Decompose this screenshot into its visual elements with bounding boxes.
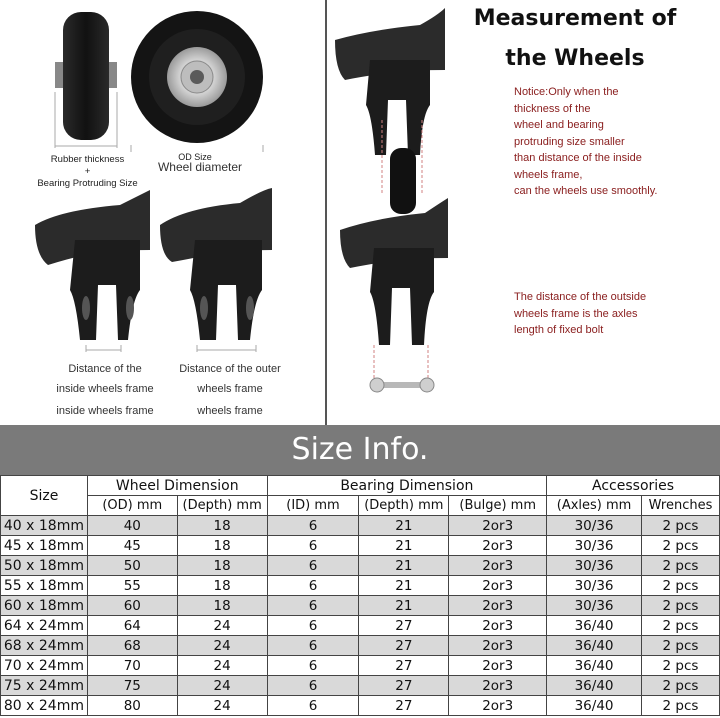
table-cell: 2or3 (449, 616, 547, 636)
col-wrenches: Wrenches (641, 496, 719, 516)
table-cell: 75 (87, 676, 177, 696)
table-cell: 6 (267, 576, 359, 596)
table-row (1, 516, 720, 536)
table-cell: 2or3 (449, 676, 547, 696)
outside-distance-note (514, 289, 719, 339)
inside-distance-label-3: inside wheels frame (56, 405, 154, 417)
table-cell: 2 pcs (641, 556, 719, 576)
table-cell: 40 (87, 516, 177, 536)
table-cell: 27 (359, 656, 449, 676)
table-cell: 27 (359, 676, 449, 696)
inside-frame-bracket (35, 190, 150, 352)
inside-distance-label-2: inside wheels frame (56, 383, 154, 395)
table-cell: 68 (87, 636, 177, 656)
table-cell: 24 (177, 636, 267, 656)
table-cell: 64 (87, 616, 177, 636)
outer-distance-label-2: wheels frame (197, 383, 263, 395)
table-cell: 24 (177, 656, 267, 676)
outer-distance-label-3: wheels frame (197, 405, 263, 417)
table-cell: 36/40 (547, 676, 642, 696)
wheel-diameter-label: Wheel diameter (157, 160, 243, 174)
inside-distance-label-1: Distance of the (68, 363, 142, 375)
table-cell: 2or3 (449, 656, 547, 676)
table-cell: 6 (267, 596, 359, 616)
table-row (1, 696, 720, 716)
table-cell: 6 (267, 656, 359, 676)
notice-line: thickness of the (514, 102, 591, 115)
col-bulge: (Bulge) mm (449, 496, 547, 516)
rubber-thickness-label: Rubber thickness + Bearing Protruding Size (37, 154, 138, 189)
wheel-front-view (131, 11, 263, 152)
table-cell: 18 (177, 556, 267, 576)
table-cell: 24 (177, 696, 267, 716)
table-cell: 18 (177, 516, 267, 536)
table-cell: 36/40 (547, 636, 642, 656)
table-cell: 21 (359, 576, 449, 596)
table-row (1, 576, 720, 596)
table-cell: 2 pcs (641, 576, 719, 596)
col-wheel-depth: (Depth) mm (177, 496, 267, 516)
table-cell: 18 (177, 576, 267, 596)
table-cell: 2 pcs (641, 636, 719, 656)
notice-line: Notice:Only when the (514, 86, 619, 98)
size-cell: 68 x 24mm (1, 636, 88, 656)
wheel-illustrations (0, 0, 325, 425)
table-cell: 2or3 (449, 576, 547, 596)
table-cell: 30/36 (547, 596, 642, 616)
col-axles: (Axles) mm (547, 496, 642, 516)
table-row (1, 616, 720, 636)
table-cell: 27 (359, 616, 449, 636)
axle-bolt-icon (370, 378, 434, 392)
vertical-divider (325, 0, 327, 425)
table-row (1, 656, 720, 676)
size-info-banner (0, 425, 720, 475)
table-cell: 2 pcs (641, 696, 719, 716)
table-cell: 18 (177, 596, 267, 616)
size-cell: 60 x 18mm (1, 596, 88, 616)
size-table (0, 475, 720, 716)
notice-line: than distance of the inside (514, 152, 642, 164)
od-size-label: OD Size (178, 152, 212, 162)
table-cell: 6 (267, 616, 359, 636)
table-cell: 2or3 (449, 516, 547, 536)
table-cell: 6 (267, 516, 359, 536)
table-cell: 55 (87, 576, 177, 596)
table-cell: 6 (267, 696, 359, 716)
table-cell: 18 (177, 536, 267, 556)
table-cell: 60 (87, 596, 177, 616)
table-cell: 2 pcs (641, 676, 719, 696)
table-cell: 70 (87, 656, 177, 676)
outside-note-line: wheels frame is the axles (514, 307, 638, 320)
col-bearing-depth: (Depth) mm (359, 496, 449, 516)
outer-distance-label-1: Distance of the outer (179, 363, 281, 375)
table-cell: 27 (359, 636, 449, 656)
table-cell: 2or3 (449, 556, 547, 576)
table-cell: 50 (87, 556, 177, 576)
size-cell: 75 x 24mm (1, 676, 88, 696)
table-cell: 2 pcs (641, 536, 719, 556)
table-cell: 36/40 (547, 616, 642, 636)
table-cell: 30/36 (547, 536, 642, 556)
table-cell: 6 (267, 536, 359, 556)
table-cell: 36/40 (547, 656, 642, 676)
outside-note-line: length of fixed bolt (514, 324, 604, 336)
table-cell: 21 (359, 596, 449, 616)
wheel-side-view (55, 12, 117, 148)
table-cell: 27 (359, 696, 449, 716)
wheel-dimension-header: Wheel Dimension (87, 476, 267, 496)
bracket-measure-illustration (330, 0, 460, 425)
size-cell: 80 x 24mm (1, 696, 88, 716)
size-cell: 70 x 24mm (1, 656, 88, 676)
size-info-title: Size Info. (291, 432, 429, 467)
table-cell: 21 (359, 556, 449, 576)
table-cell: 24 (177, 676, 267, 696)
accessories-header: Accessories (547, 476, 720, 496)
size-cell: 45 x 18mm (1, 536, 88, 556)
table-cell: 2 pcs (641, 616, 719, 636)
col-od: (OD) mm (87, 496, 177, 516)
table-cell: 2 pcs (641, 596, 719, 616)
size-table-body (1, 516, 720, 716)
size-cell: 64 x 24mm (1, 616, 88, 636)
table-cell: 45 (87, 536, 177, 556)
measurement-title-line1: Measurement of (473, 6, 677, 31)
table-row (1, 556, 720, 576)
table-cell: 80 (87, 696, 177, 716)
table-cell: 2or3 (449, 636, 547, 656)
table-cell: 2 pcs (641, 516, 719, 536)
notice-line: protruding size smaller (514, 135, 625, 148)
table-cell: 30/36 (547, 576, 642, 596)
size-cell: 50 x 18mm (1, 556, 88, 576)
table-cell: 30/36 (547, 516, 642, 536)
notice-line: wheel and bearing (514, 119, 604, 131)
table-cell: 2or3 (449, 596, 547, 616)
table-cell: 24 (177, 616, 267, 636)
table-cell: 2or3 (449, 536, 547, 556)
table-row (1, 636, 720, 656)
bearing-dimension-header: Bearing Dimension (267, 476, 547, 496)
notice-line: can the wheels use smoothly. (514, 185, 658, 197)
table-row (1, 536, 720, 556)
table-cell: 6 (267, 556, 359, 576)
table-cell: 21 (359, 516, 449, 536)
measurement-title-line2: the Wheels (505, 46, 645, 71)
outer-frame-bracket (160, 188, 272, 352)
table-cell: 6 (267, 636, 359, 656)
table-cell: 6 (267, 676, 359, 696)
col-id: (ID) mm (267, 496, 359, 516)
table-cell: 2 pcs (641, 656, 719, 676)
table-row (1, 676, 720, 696)
table-cell: 36/40 (547, 696, 642, 716)
table-cell: 21 (359, 536, 449, 556)
notice-line: wheels frame, (514, 168, 583, 181)
notice-text (514, 84, 719, 200)
table-cell: 30/36 (547, 556, 642, 576)
size-cell: 40 x 18mm (1, 516, 88, 536)
table-cell: 2or3 (449, 696, 547, 716)
outside-note-line: The distance of the outside (514, 291, 647, 303)
size-cell: 55 x 18mm (1, 576, 88, 596)
size-header: Size (1, 476, 88, 516)
table-row (1, 596, 720, 616)
